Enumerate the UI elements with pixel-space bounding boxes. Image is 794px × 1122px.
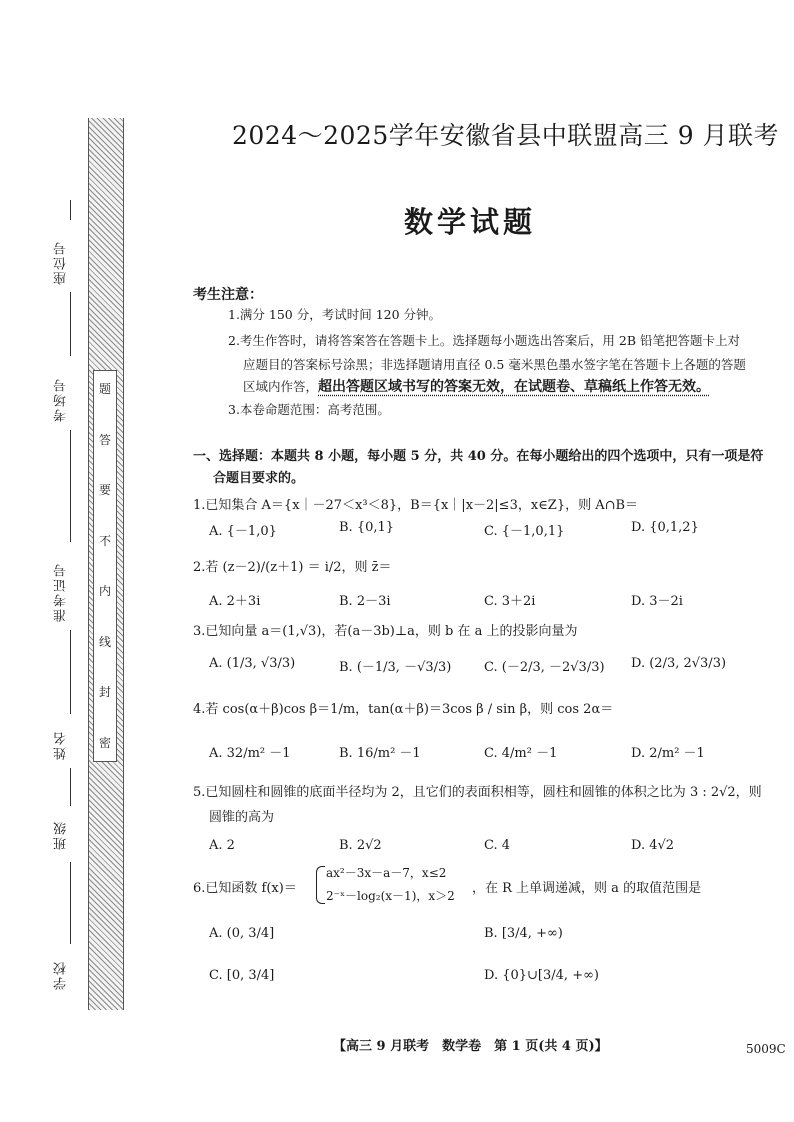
warning-char: 内	[98, 584, 111, 599]
q1-option-a: A. {－1,0}	[209, 524, 277, 539]
q4-option-d: D. 2/m² －1	[631, 746, 705, 761]
ticket-number-label: 准考证号	[54, 562, 69, 622]
note-2-emphasis: 超出答题区域书写的答案无效，在试题卷、草稿纸上作答无效。	[318, 379, 711, 395]
school-blank[interactable]	[70, 862, 71, 944]
warning-char: 要	[98, 483, 111, 498]
warning-char: 线	[98, 634, 111, 649]
note-2-line-1: 2.考生作答时，请将答案答在答题卡上。选择题每小题选出答案后，用 2B 铅笔把答题卡上对	[228, 333, 741, 348]
note-2-plain: 区域内作答，	[243, 379, 319, 394]
q5-option-b: B. 2√2	[339, 838, 382, 853]
q6-option-d: D. {0}∪[3/4, +∞)	[484, 968, 599, 983]
paper-code: 5009C	[746, 1042, 786, 1056]
seat-number-label: 座位号	[54, 240, 69, 285]
question-3-stem: 3.已知向量 a＝(1,√3)，若(a－3b)⊥a，则 b 在 a 上的投影向量为	[193, 624, 578, 639]
page-footer: 【高三 9 月联考 数学卷 第 1 页(共 4 页)】	[333, 1039, 608, 1054]
note-1: 1.满分 150 分，考试时间 120 分钟。	[228, 307, 442, 322]
question-5-stem: 5.已知圆柱和圆锥的底面半径均为 2，且它们的表面积相等，圆柱和圆锥的体积之比为 3 : 2√2，则	[193, 785, 762, 800]
q4-option-b: B. 16/m² －1	[339, 746, 421, 761]
note-3: 3.本卷命题范围：高考范围。	[228, 402, 390, 417]
q5-option-a: A. 2	[209, 838, 235, 853]
warning-char: 不	[98, 533, 111, 548]
exam-title: 2024～2025学年安徽省县中联盟高三 9 月联考	[232, 121, 780, 150]
class-label: 班级	[54, 820, 69, 850]
q3-option-c: C. (－2/3, －2√3/3)	[484, 660, 605, 675]
section-heading-cont: 合题目要求的。	[213, 471, 305, 486]
question-4-stem: 4.若 cos(α＋β)cos β＝1/m，tan(α＋β)＝3cos β / sin β，则 cos 2α＝	[193, 702, 614, 717]
q6-piece-2: 2⁻ˣ－log₂(x－1)，x＞2	[326, 889, 455, 903]
q2-option-d: D. 3－2i	[631, 594, 683, 609]
q5-option-c: C. 4	[484, 838, 511, 853]
q6-option-c: C. [0, 3/4]	[209, 968, 275, 983]
q5-option-d: D. 4√2	[631, 838, 675, 853]
warning-char: 答	[98, 432, 111, 447]
question-6-stem-pre: 6.已知函数 f(x)＝	[193, 881, 297, 896]
notes-heading: 考生注意：	[193, 287, 263, 303]
question-5-stem-cont: 圆锥的高为	[209, 810, 275, 825]
question-1-stem: 1.已知集合 A＝{x｜－27＜x³＜8}，B＝{x｜|x－2|≤3，x∈Z}，则 A∩B＝	[193, 498, 639, 513]
name-label: 姓名	[54, 730, 69, 760]
q2-option-b: B. 2－3i	[339, 594, 391, 609]
piecewise-brace	[316, 866, 325, 904]
q6-piece-1: ax²－3x－a－7，x≤2	[326, 866, 447, 880]
q3-option-a: A. (1/3, √3/3)	[209, 656, 296, 671]
subject-title: 数学试题	[403, 205, 536, 239]
q2-option-a: A. 2＋3i	[209, 594, 261, 609]
q3-option-d: D. (2/3, 2√3/3)	[631, 656, 727, 671]
q6-option-a: A. (0, 3/4]	[209, 926, 275, 941]
name-blank[interactable]	[70, 630, 71, 714]
question-6-stem-post: ，在 R 上单调递减，则 a 的取值范围是	[472, 881, 702, 896]
q3-option-b: B. (－1/3, －√3/3)	[339, 660, 452, 675]
seal-line-warning	[93, 370, 117, 762]
q1-option-b: B. {0,1}	[339, 520, 395, 535]
school-label: 学校	[54, 960, 69, 990]
q6-option-b: B. [3/4, +∞)	[484, 926, 563, 941]
exam-room-blank[interactable]	[70, 292, 71, 356]
q4-option-a: A. 32/m² －1	[209, 746, 291, 761]
warning-char: 题	[98, 382, 111, 396]
question-2-stem: 2.若 (z－2)/(z＋1) ＝ i/2，则 z̄＝	[193, 560, 392, 575]
warning-char: 密	[98, 735, 111, 750]
note-2-line-2: 应题目的答案标号涂黑；非选择题请用直径 0.5 毫米黑色墨水签字笔在答题卡上各题的答题	[243, 357, 746, 372]
q1-option-d: D. {0,1,2}	[631, 520, 699, 535]
note-2-line-3	[243, 376, 710, 396]
q1-option-c: C. {－1,0,1}	[484, 524, 565, 539]
class-blank[interactable]	[70, 768, 71, 806]
q2-option-c: C. 3＋2i	[484, 594, 536, 609]
exam-room-label: 考场号	[54, 377, 69, 422]
ticket-number-blank[interactable]	[70, 430, 71, 542]
warning-char: 封	[98, 685, 111, 700]
q4-option-c: C. 4/m² －1	[484, 746, 558, 761]
section-heading: 一、选择题：本题共 8 小题，每小题 5 分，共 40 分。在每小题给出的四个选项中，只有一项是符	[193, 449, 764, 464]
